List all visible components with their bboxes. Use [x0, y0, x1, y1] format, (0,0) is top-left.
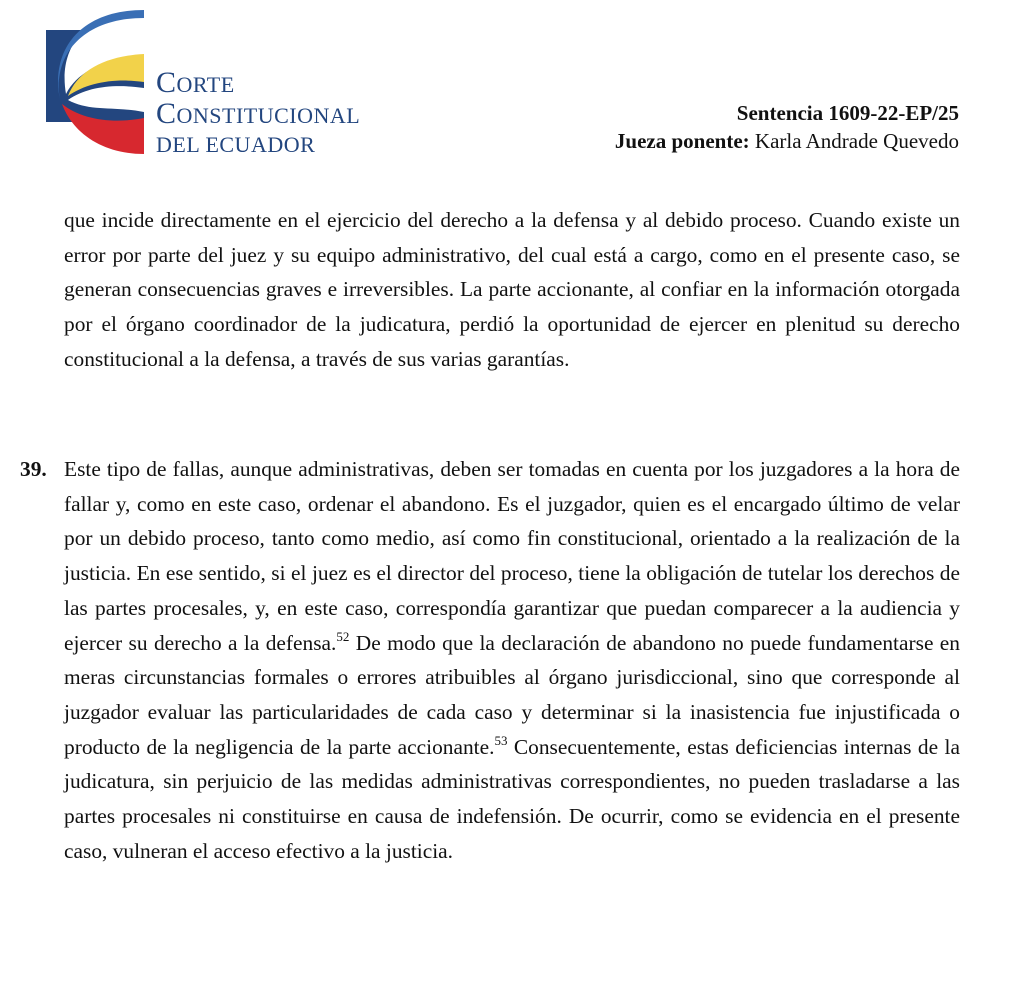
- sentencia-number: Sentencia 1609-22-EP/25: [736, 101, 959, 125]
- logo-line-2-rest: ONSTITUCIONAL: [176, 103, 361, 128]
- paragraph-39: [64, 452, 960, 868]
- paragraph-39-part-c: Consecuentemente, estas deficiencias internas de la judicatura, sin perjuicio de las medidas administrativas correspondientes, no pueden trasladarse a las partes procesales ni constituirse en causa de indefensión. De ocurrir, como se evidencia en el presente caso, vulneran el acceso efectivo a la justicia.: [64, 734, 960, 863]
- footnote-ref-52[interactable]: 52: [336, 628, 350, 644]
- logo-line-1: CORTE: [156, 66, 235, 99]
- jueza-name: Karla Andrade Quevedo: [749, 129, 959, 153]
- court-logo: [44, 8, 424, 168]
- paragraph-39-part-a: Este tipo de fallas, aunque administrativas, deben ser tomadas en cuenta por los juzgadores a la hora de fallar y, como en este caso, ordenar el abandono. Es el juzgador, quien es el encargado último de velar por un debido proceso, tanto como medio, así como fin constitucional, orientado a la realización de la justicia. En ese sentido, si el juez es el director del proceso, tiene la obligación de tutelar los derechos de las partes procesales, y, en este caso, correspondía garantizar que puedan comparecer a la audiencia y ejercer su derecho a la defensa.: [64, 457, 960, 655]
- footnote-ref-53[interactable]: 53: [494, 732, 508, 748]
- paragraph-continuation: que incide directamente en el ejercicio del derecho a la defensa y al debido proceso. Cuando existe un error por parte del juez y su equipo administrativo, del cual está a cargo, como en el presente caso, se generan consecuencias graves e irreversibles. La parte accionante, al confiar en la información otorgada por el órgano coordinador de la judicatura, perdió la oportunidad de ejercer en plenitud su derecho constitucional a la defensa, a través de sus varias garantías.: [64, 208, 960, 371]
- logo-line-1-rest: ORTE: [176, 72, 235, 97]
- court-emblem-icon: [44, 8, 154, 158]
- logo-line-2: CONSTITUCIONAL: [156, 97, 361, 130]
- logo-line-3: DEL ECUADOR: [156, 132, 316, 157]
- jueza-label: Jueza ponente:: [614, 129, 750, 153]
- court-name: [156, 68, 360, 159]
- document-header: [615, 99, 959, 155]
- paragraph-number: 39.: [20, 457, 47, 481]
- paragraph-39-part-b: De modo que la declaración de abandono no puede fundamentarse en meras circunstancias formales o errores atribuibles al órgano jurisdiccional, sino que corresponde al juzgador evaluar las particularidades de cada caso y determinar si la inasistencia fue injustificada o producto de la negligencia de la parte accionante.: [64, 630, 961, 759]
